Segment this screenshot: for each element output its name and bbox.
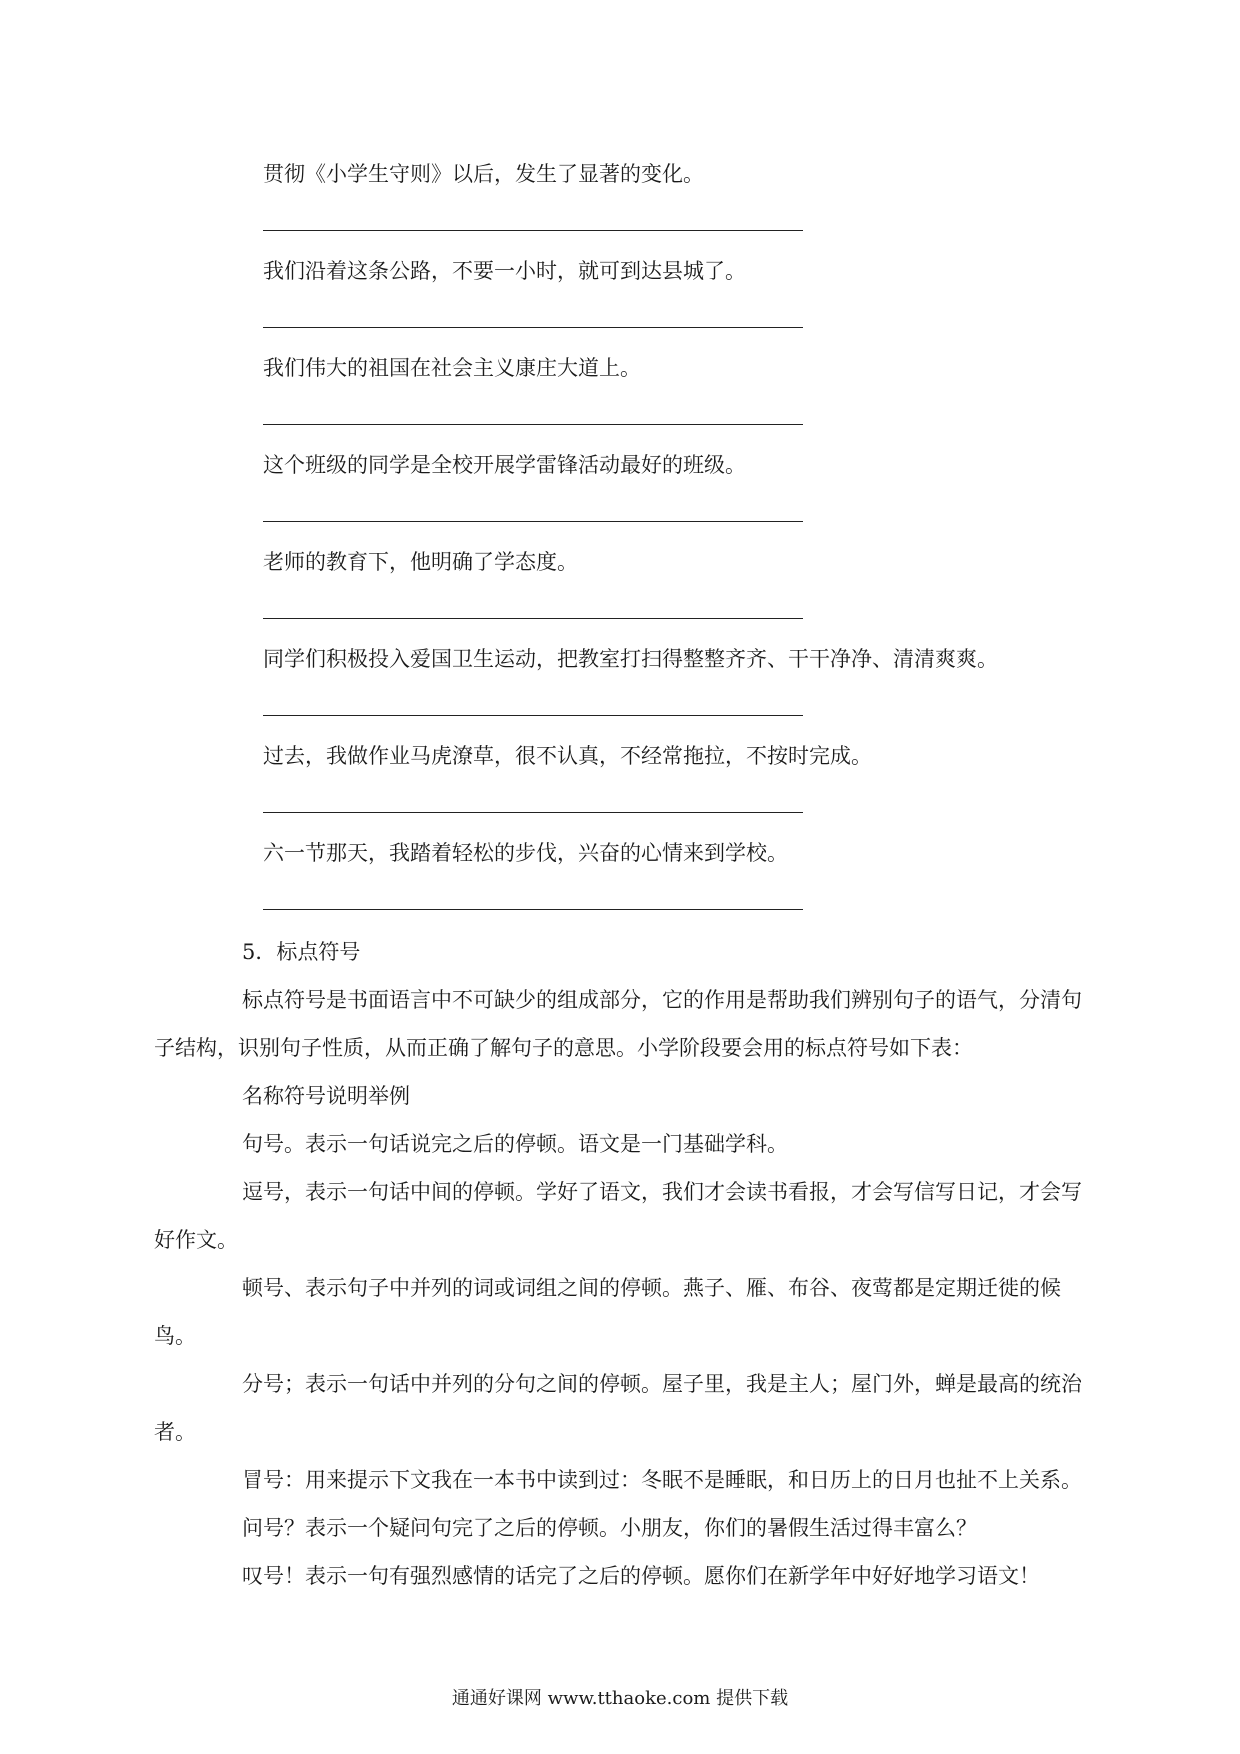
list-item xyxy=(154,1456,1094,1504)
punctuation-row-text: 叹号！表示一句有强烈感情的话完了之后的停顿。愿你们在新学年中好好地学习语文！ xyxy=(242,1564,1040,1588)
table-header xyxy=(154,1072,1094,1120)
answer-line[interactable] xyxy=(263,230,803,231)
list-item xyxy=(154,1264,1094,1360)
answer-line[interactable] xyxy=(263,618,803,619)
list-item xyxy=(154,1120,1094,1168)
answer-line[interactable] xyxy=(263,327,803,328)
section-heading-text: 5．标点符号 xyxy=(242,940,361,964)
exercise-item xyxy=(263,548,578,576)
exercise-sentence: 这个班级的同学是全校开展学雷锋活动最好的班级。 xyxy=(263,453,746,477)
punctuation-row-text: 句号。表示一句话说完之后的停顿。语文是一门基础学科。 xyxy=(242,1132,788,1156)
exercise-item xyxy=(263,257,746,285)
page-footer: 通通好课网 www.tthaoke.com 提供下载 xyxy=(451,1688,789,1709)
exercise-item xyxy=(263,160,704,188)
list-item xyxy=(154,1504,1094,1552)
exercise-item xyxy=(263,354,641,382)
punctuation-row-text: 逗号，表示一句话中间的停顿。学好了语文，我们才会读书看报，才会写信写日记，才会写好作文。 xyxy=(154,1180,1082,1252)
answer-line[interactable] xyxy=(263,521,803,522)
section-intro-text: 标点符号是书面语言中不可缺少的组成部分，它的作用是帮助我们辨别句子的语气，分清句子结构，识别句子性质，从而正确了解句子的意思。小学阶段要会用的标点符号如下表： xyxy=(154,988,1082,1060)
answer-line[interactable] xyxy=(263,909,803,910)
exercise-sentence: 老师的教育下，他明确了学态度。 xyxy=(263,550,578,574)
punctuation-row-text: 问号？表示一个疑问句完了之后的停顿。小朋友，你们的暑假生活过得丰富么？ xyxy=(242,1516,977,1540)
exercise-item xyxy=(263,451,746,479)
exercise-item xyxy=(263,742,872,770)
list-item xyxy=(154,1552,1094,1600)
exercise-item xyxy=(263,645,998,673)
section-intro xyxy=(154,976,1094,1072)
answer-line[interactable] xyxy=(263,424,803,425)
answer-line[interactable] xyxy=(263,715,803,716)
exercise-sentence: 六一节那天，我踏着轻松的步伐，兴奋的心情来到学校。 xyxy=(263,841,788,865)
exercise-sentence: 过去，我做作业马虎潦草，很不认真，不经常拖拉，不按时完成。 xyxy=(263,744,872,768)
exercise-sentence: 我们伟大的祖国在社会主义康庄大道上。 xyxy=(263,356,641,380)
section-heading xyxy=(154,928,1094,976)
exercise-sentence: 贯彻《小学生守则》以后，发生了显著的变化。 xyxy=(263,162,704,186)
list-item xyxy=(154,1168,1094,1264)
exercise-item xyxy=(263,839,788,867)
answer-line[interactable] xyxy=(263,812,803,813)
punctuation-row-text: 冒号：用来提示下文我在一本书中读到过：冬眠不是睡眠，和日历上的日月也扯不上关系。 xyxy=(242,1468,1082,1492)
punctuation-row-text: 顿号、表示句子中并列的词或词组之间的停顿。燕子、雁、布谷、夜莺都是定期迁徙的候鸟。 xyxy=(154,1276,1061,1348)
list-item xyxy=(154,1360,1094,1456)
punctuation-row-text: 分号；表示一句话中并列的分句之间的停顿。屋子里，我是主人；屋门外，蝉是最高的统治者。 xyxy=(154,1372,1082,1444)
exercise-sentence: 我们沿着这条公路，不要一小时，就可到达县城了。 xyxy=(263,259,746,283)
exercise-sentence: 同学们积极投入爱国卫生运动，把教室打扫得整整齐齐、干干净净、清清爽爽。 xyxy=(263,647,998,671)
table-header-text: 名称符号说明举例 xyxy=(242,1084,410,1108)
